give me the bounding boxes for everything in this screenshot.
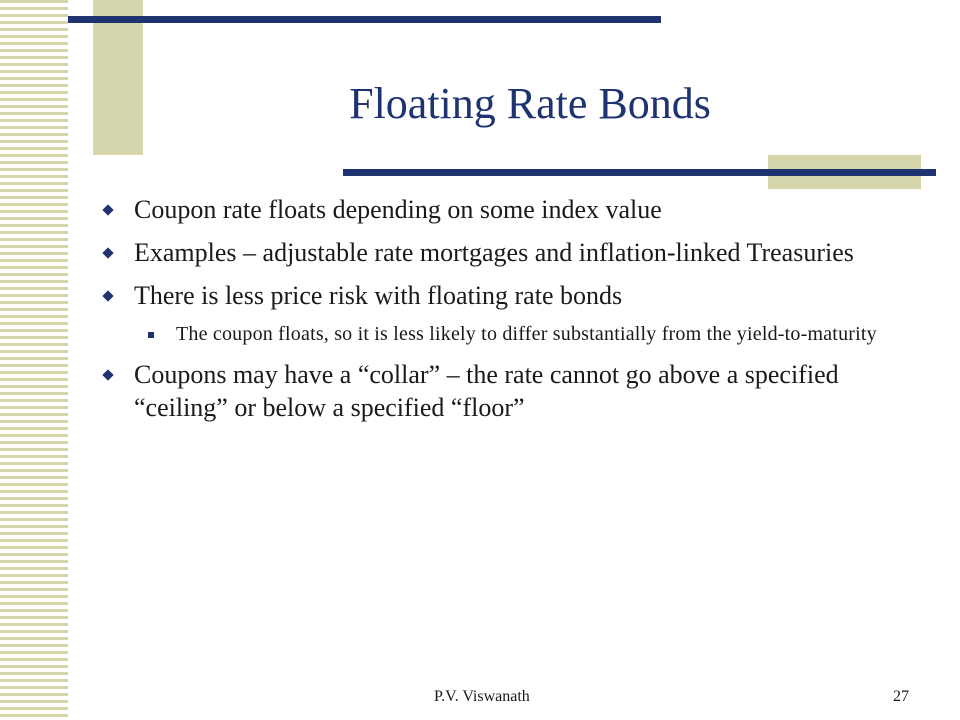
diamond-bullet-icon	[102, 247, 113, 258]
top-khaki-block	[93, 0, 143, 155]
bullet-text: There is less price risk with floating rate bonds	[134, 281, 623, 310]
bullet-item	[100, 236, 890, 269]
diamond-bullet-icon	[102, 369, 113, 380]
slide-title: Floating Rate Bonds	[349, 79, 711, 128]
bullet-text: Coupons may have a “collar” – the rate cannot go above a specified “ceiling” or below a specified “floor”	[134, 360, 839, 422]
footer-author: P.V. Viswanath	[434, 688, 530, 705]
bullet-item	[100, 193, 890, 226]
top-navy-bar	[68, 16, 661, 23]
mid-navy-bar	[343, 169, 936, 176]
square-bullet-icon	[148, 332, 154, 338]
bullet-list	[100, 193, 890, 424]
left-stripe-decoration	[0, 0, 68, 720]
diamond-bullet-icon	[102, 290, 113, 301]
bullet-text: Examples – adjustable rate mortgages and inflation-linked Treasuries	[134, 238, 854, 267]
bullet-text: Coupon rate floats depending on some index value	[134, 195, 662, 224]
bullet-item	[100, 358, 890, 424]
page-number: 27	[893, 688, 909, 705]
bullet-item	[100, 279, 890, 312]
sub-bullet-text: The coupon floats, so it is less likely to differ substantially from the yield-to-maturity	[176, 323, 877, 345]
diamond-bullet-icon	[102, 204, 113, 215]
sub-bullet-item	[100, 318, 890, 350]
